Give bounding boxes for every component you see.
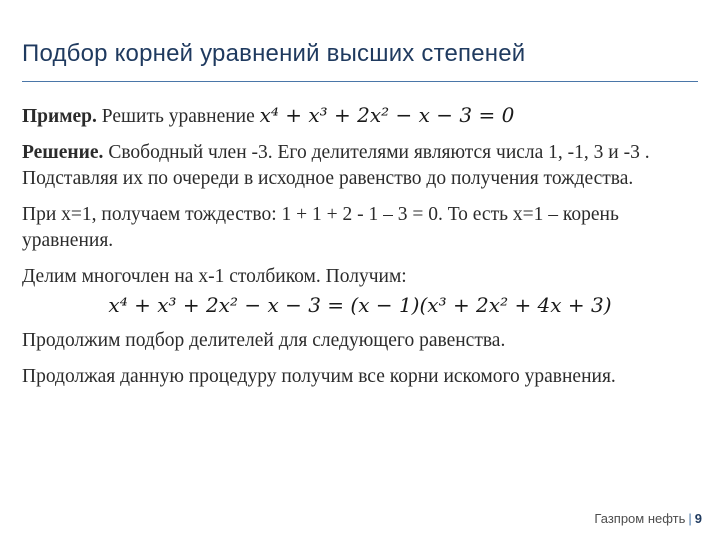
identity-paragraph: При x=1, получаем тождество: 1 + 1 + 2 - 1 – 3 = 0. То есть x=1 – корень уравнения. [22, 204, 619, 251]
slide-title: Подбор корней уравнений высших степеней [22, 40, 526, 67]
division-paragraph [22, 264, 698, 318]
footer-separator: | [688, 511, 692, 526]
continue-paragraph: Продолжим подбор делителей для следующего равенства. [22, 330, 506, 351]
division-equation [22, 292, 698, 318]
solution-paragraph [22, 140, 698, 192]
example-label: Пример. [22, 106, 97, 127]
footer [594, 511, 702, 526]
page-number: 9 [694, 511, 702, 526]
solution-text: Свободный член -3. Его делителями являются числа 1, -1, 3 и -3 . Подставляя их по очереди в исходное равенство до получения тождества. [22, 142, 650, 189]
example-text: Решить уравнение [96, 106, 260, 127]
example-paragraph [22, 102, 698, 130]
conclusion-paragraph: Продолжая данную процедуру получим все корни искомого уравнения. [22, 366, 616, 387]
division-text: Делим многочлен на x-1 столбиком. Получим: [22, 266, 407, 287]
example-equation: x⁴ + x³ + 2x² − x − 3 = 0 [259, 103, 515, 127]
slide-content [22, 102, 698, 400]
footer-brand: Газпром нефть [594, 511, 686, 526]
division-equation-text: x⁴ + x³ + 2x² − x − 3 = (x − 1)(x³ + 2x² + 4x + 3) [108, 293, 612, 317]
title-divider [22, 81, 698, 82]
solution-label: Решение. [22, 142, 104, 163]
